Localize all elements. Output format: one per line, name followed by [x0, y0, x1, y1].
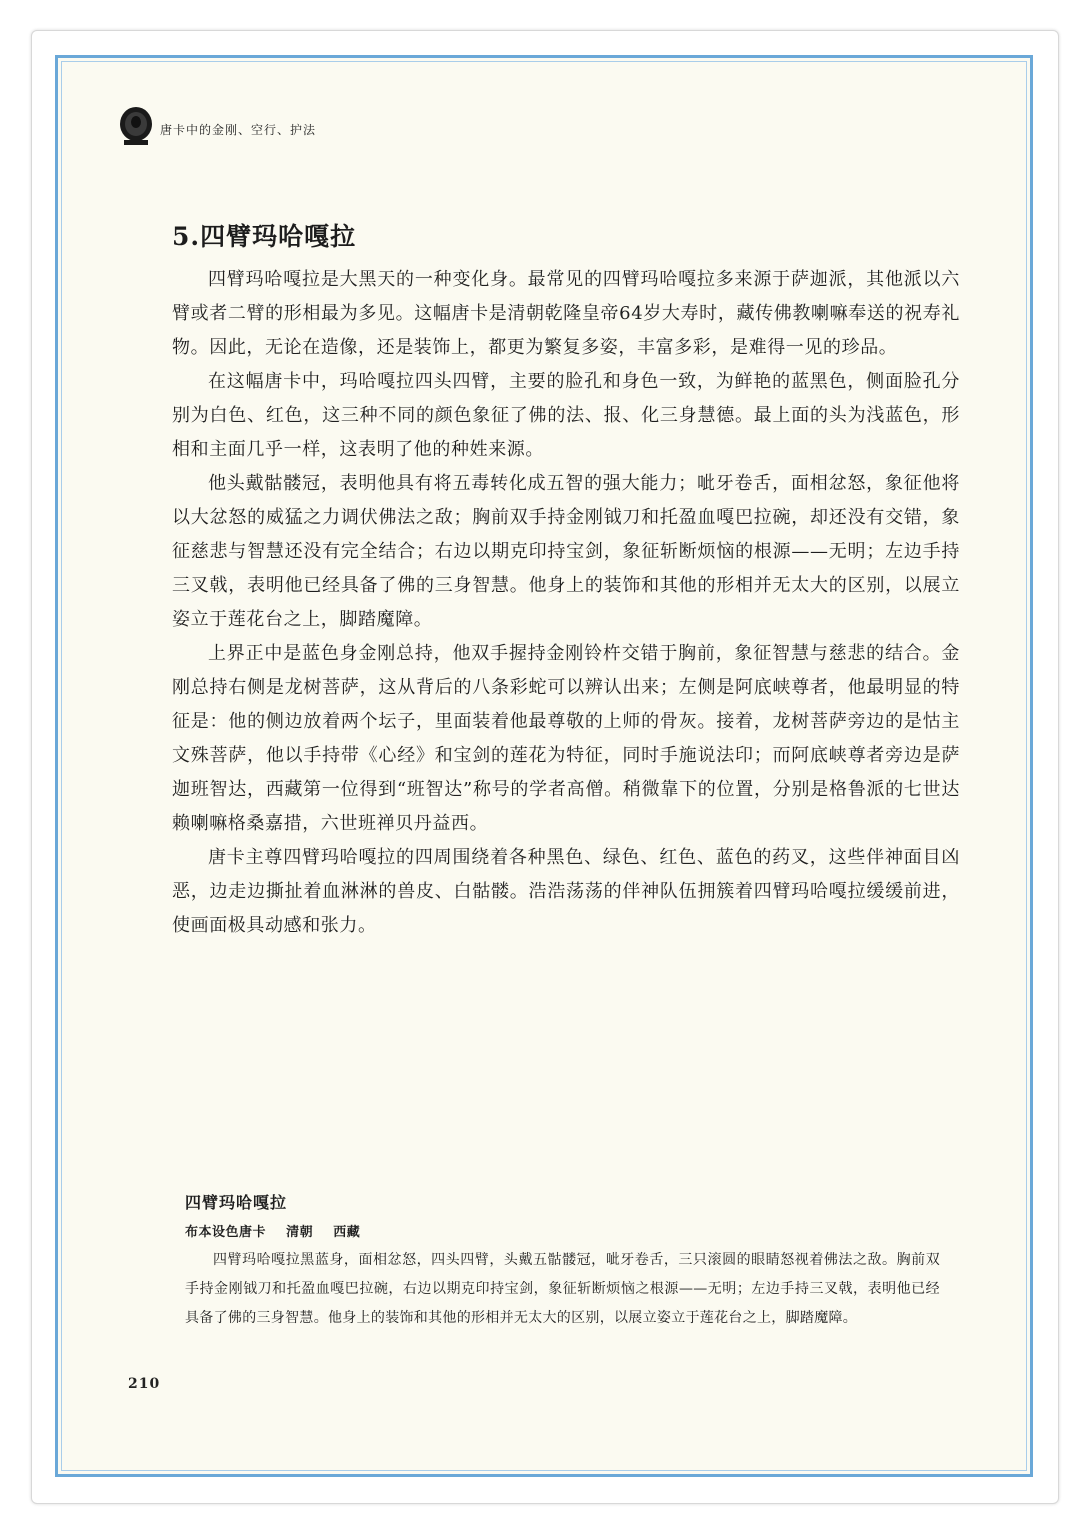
caption-subtitle: 布本设色唐卡 清朝 西藏 — [185, 1225, 361, 1240]
figure-caption — [185, 1190, 940, 1333]
paragraph: 上界正中是蓝色身金刚总持，他双手握持金刚铃杵交错于胸前，象征智慧与慈悲的结合。金刚总持右侧是龙树菩萨，这从背后的八条彩蛇可以辨认出来；左侧是阿底峡尊者，他最明显的特征是：他的侧边放着两个坛子，里面装着他最尊敬的上师的骨灰。接着，龙树菩萨旁边的是怙主文殊菩萨，他以手持带《心经》和宝剑的莲花为特征，同时手施说法印；而阿底峡尊者旁边是萨迦班智达，西藏第一位得到“班智达”称号的学者高僧。稍微靠下的位置，分别是格鲁派的七世达赖喇嘛格桑嘉措，六世班禅贝丹益西。 — [172, 643, 960, 834]
thangka-emblem-icon — [117, 103, 155, 147]
section-title: 5.四臂玛哈嘎拉 — [172, 222, 357, 251]
paragraph: 四臂玛哈嘎拉是大黑天的一种变化身。最常见的四臂玛哈嘎拉多来源于萨迦派，其他派以六臂或者二臂的形相最为多见。这幅唐卡是清朝乾隆皇帝64岁大寿时，藏传佛教喇嘛奉送的祝寿礼物。因此，无论在造像，还是装饰上，都更为繁复多姿，丰富多彩，是难得一见的珍品。 — [172, 269, 960, 358]
running-header: 唐卡中的金刚、空行、护法 — [160, 123, 317, 137]
body-text — [172, 263, 960, 943]
paragraph: 在这幅唐卡中，玛哈嘎拉四头四臂，主要的脸孔和身色一致，为鲜艳的蓝黑色，侧面脸孔分别为白色、红色，这三种不同的颜色象征了佛的法、报、化三身慧德。最上面的头为浅蓝色，形相和主面几乎一样，这表明了他的种姓来源。 — [172, 371, 960, 460]
caption-text: 四臂玛哈嘎拉黑蓝身，面相忿怒，四头四臂，头戴五骷髅冠，呲牙卷舌，三只滚圆的眼睛怒视着佛法之敌。胸前双手持金刚钺刀和托盈血嘎巴拉碗，右边以期克印持宝剑，象征斩断烦恼之根源——无明；左边手持三叉戟，表明他已经具备了佛的三身智慧。他身上的装饰和其他的形相并无太大的区别，以展立姿立于莲花台之上，脚踏魔障。 — [185, 1252, 940, 1326]
caption-title: 四臂玛哈嘎拉 — [185, 1193, 288, 1212]
paragraph: 唐卡主尊四臂玛哈嘎拉的四周围绕着各种黑色、绿色、红色、蓝色的药叉，这些伴神面目凶恶，边走边撕扯着血淋淋的兽皮、白骷髅。浩浩荡荡的伴神队伍拥簇着四臂玛哈嘎拉缓缓前进，使画面极具动感和张力。 — [172, 847, 960, 936]
page-number: 210 — [128, 1376, 161, 1392]
paragraph: 他头戴骷髅冠，表明他具有将五毒转化成五智的强大能力；呲牙卷舌，面相忿怒，象征他将以大忿怒的威猛之力调伏佛法之敌；胸前双手持金刚钺刀和托盈血嘎巴拉碗，却还没有交错，象征慈悲与智慧还没有完全结合；右边以期克印持宝剑，象征斩断烦恼的根源——无明；左边手持三叉戟，表明他已经具备了佛的三身智慧。他身上的装饰和其他的形相并无太大的区别，以展立姿立于莲花台之上，脚踏魔障。 — [172, 473, 960, 630]
